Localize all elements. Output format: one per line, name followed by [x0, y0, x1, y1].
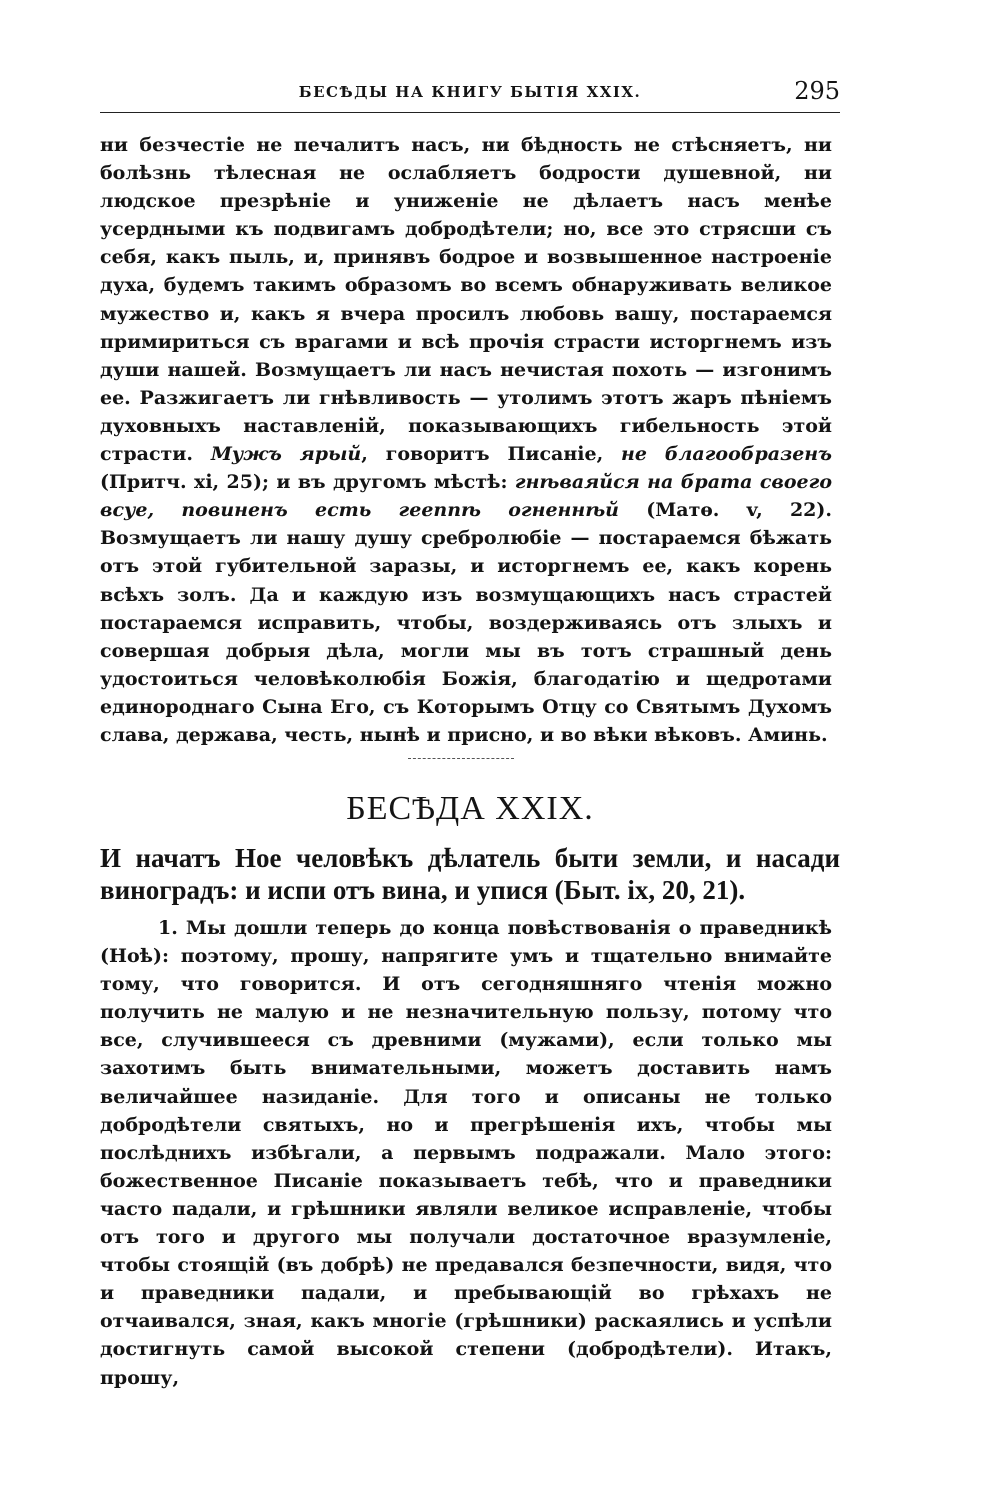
text-run: ни безчестіе не печалитъ насъ, ни бѣдность не стѣсняетъ, ни болѣзнь тѣлесная не ослабляетъ бодрости душевной, ни людское презрѣніе и униженіе не дѣлаетъ насъ менѣе усердными къ подвигамъ добродѣтели; но, все это стрясши съ себя, какъ пыль, и, принявъ бодрое и возвышенное настроеніе духа, будемъ такимъ образомъ во всемъ обнаруживать великое мужество и, какъ я вчера просилъ любовь вашу, постараемся примириться съ врагами и всѣ прочія страсти исторгнемъ изъ души нашей. Возмущаетъ ли насъ нечистая похоть — изгонимъ ее. Разжигаетъ ли гнѣвливость — утолимъ этотъ жаръ пѣніемъ духовныхъ наставленій, показывающихъ гибельность этой страсти. [100, 134, 832, 466]
scripture-quote: не благообразенъ [621, 443, 832, 466]
text-run: (Притч. xi, 25); и въ другомъ мѣстѣ: [100, 471, 515, 494]
epigraph: И начатъ Ное человѣкъ дѣлатель быти земли, и насади виноградъ: и испи отъ вина, и упися (Быт. ix, 20, 21). [100, 843, 840, 905]
running-title: БЕСѢДЫ НА КНИГУ БЫТІЯ XXIX. [298, 83, 642, 101]
text-run: , говоритъ Писаніе, [361, 443, 622, 466]
header-rule [100, 112, 840, 113]
section-divider [408, 758, 514, 759]
page-number: 295 [794, 77, 840, 105]
running-head [100, 77, 840, 110]
scripture-quote: Мужъ ярый [210, 443, 362, 466]
homily-title: БЕСѢДА XXIX. [346, 790, 594, 827]
text-run: 1. Мы дошли теперь до конца повѣствованія о праведникѣ (Ноѣ): поэтому, прошу, напрягите умъ и тщательно внимайте тому, что говорится. И отъ сегодняшняго чтенія можно получить не малую и не незначительную пользу, потому что все, случившееся съ древними (мужами), если только мы захотимъ быть внимательными, можетъ доставить намъ величайшее назиданіе. Для того и описаны не только добродѣтели святыхъ, но и прегрѣшенія ихъ, чтобы мы послѣднихъ избѣгали, а первымъ подражали. Мало этого: божественное Писаніе показываетъ тебѣ, что и праведники часто падали, и грѣшники являли великое исправленіе, чтобы отъ того и другого мы получали достаточное вразумленіе, чтобы стоящій (въ добрѣ) не предавался безпечности, видя, что и праведники падали, и пребывающій во грѣхахъ не отчаивался, зная, какъ многіе (грѣшники) раскаялись и успѣли достигнуть самой высокой степени (добродѣтели). Итакъ, прошу, [100, 917, 832, 1389]
scripture-quote: гнѣваяйся на брата своего всуе, повиненъ есть геennѣ огненнѣй [100, 471, 832, 522]
continued-paragraph [100, 131, 832, 749]
text-run: (Матѳ. v, 22). Возмущаетъ ли нашу душу сребролюбіе — постараемся бѣжать отъ этой губительной заразы, и исторгнемъ ее, какъ корень всѣхъ золъ. Да и каждую изъ возмущающихъ насъ страстей постараемся исправить, чтобы, воздерживаясь отъ злыхъ и совершая добрыя дѣла, могли мы въ тотъ страшный день удостоиться человѣколюбія Божія, благодатію и щедротами единороднаго Сына Его, съ Которымъ Отцу со Святымъ Духомъ слава, держава, честь, нынѣ и присно, и во вѣки вѣковъ. Аминь. [100, 499, 833, 746]
body-paragraph [100, 914, 832, 1392]
